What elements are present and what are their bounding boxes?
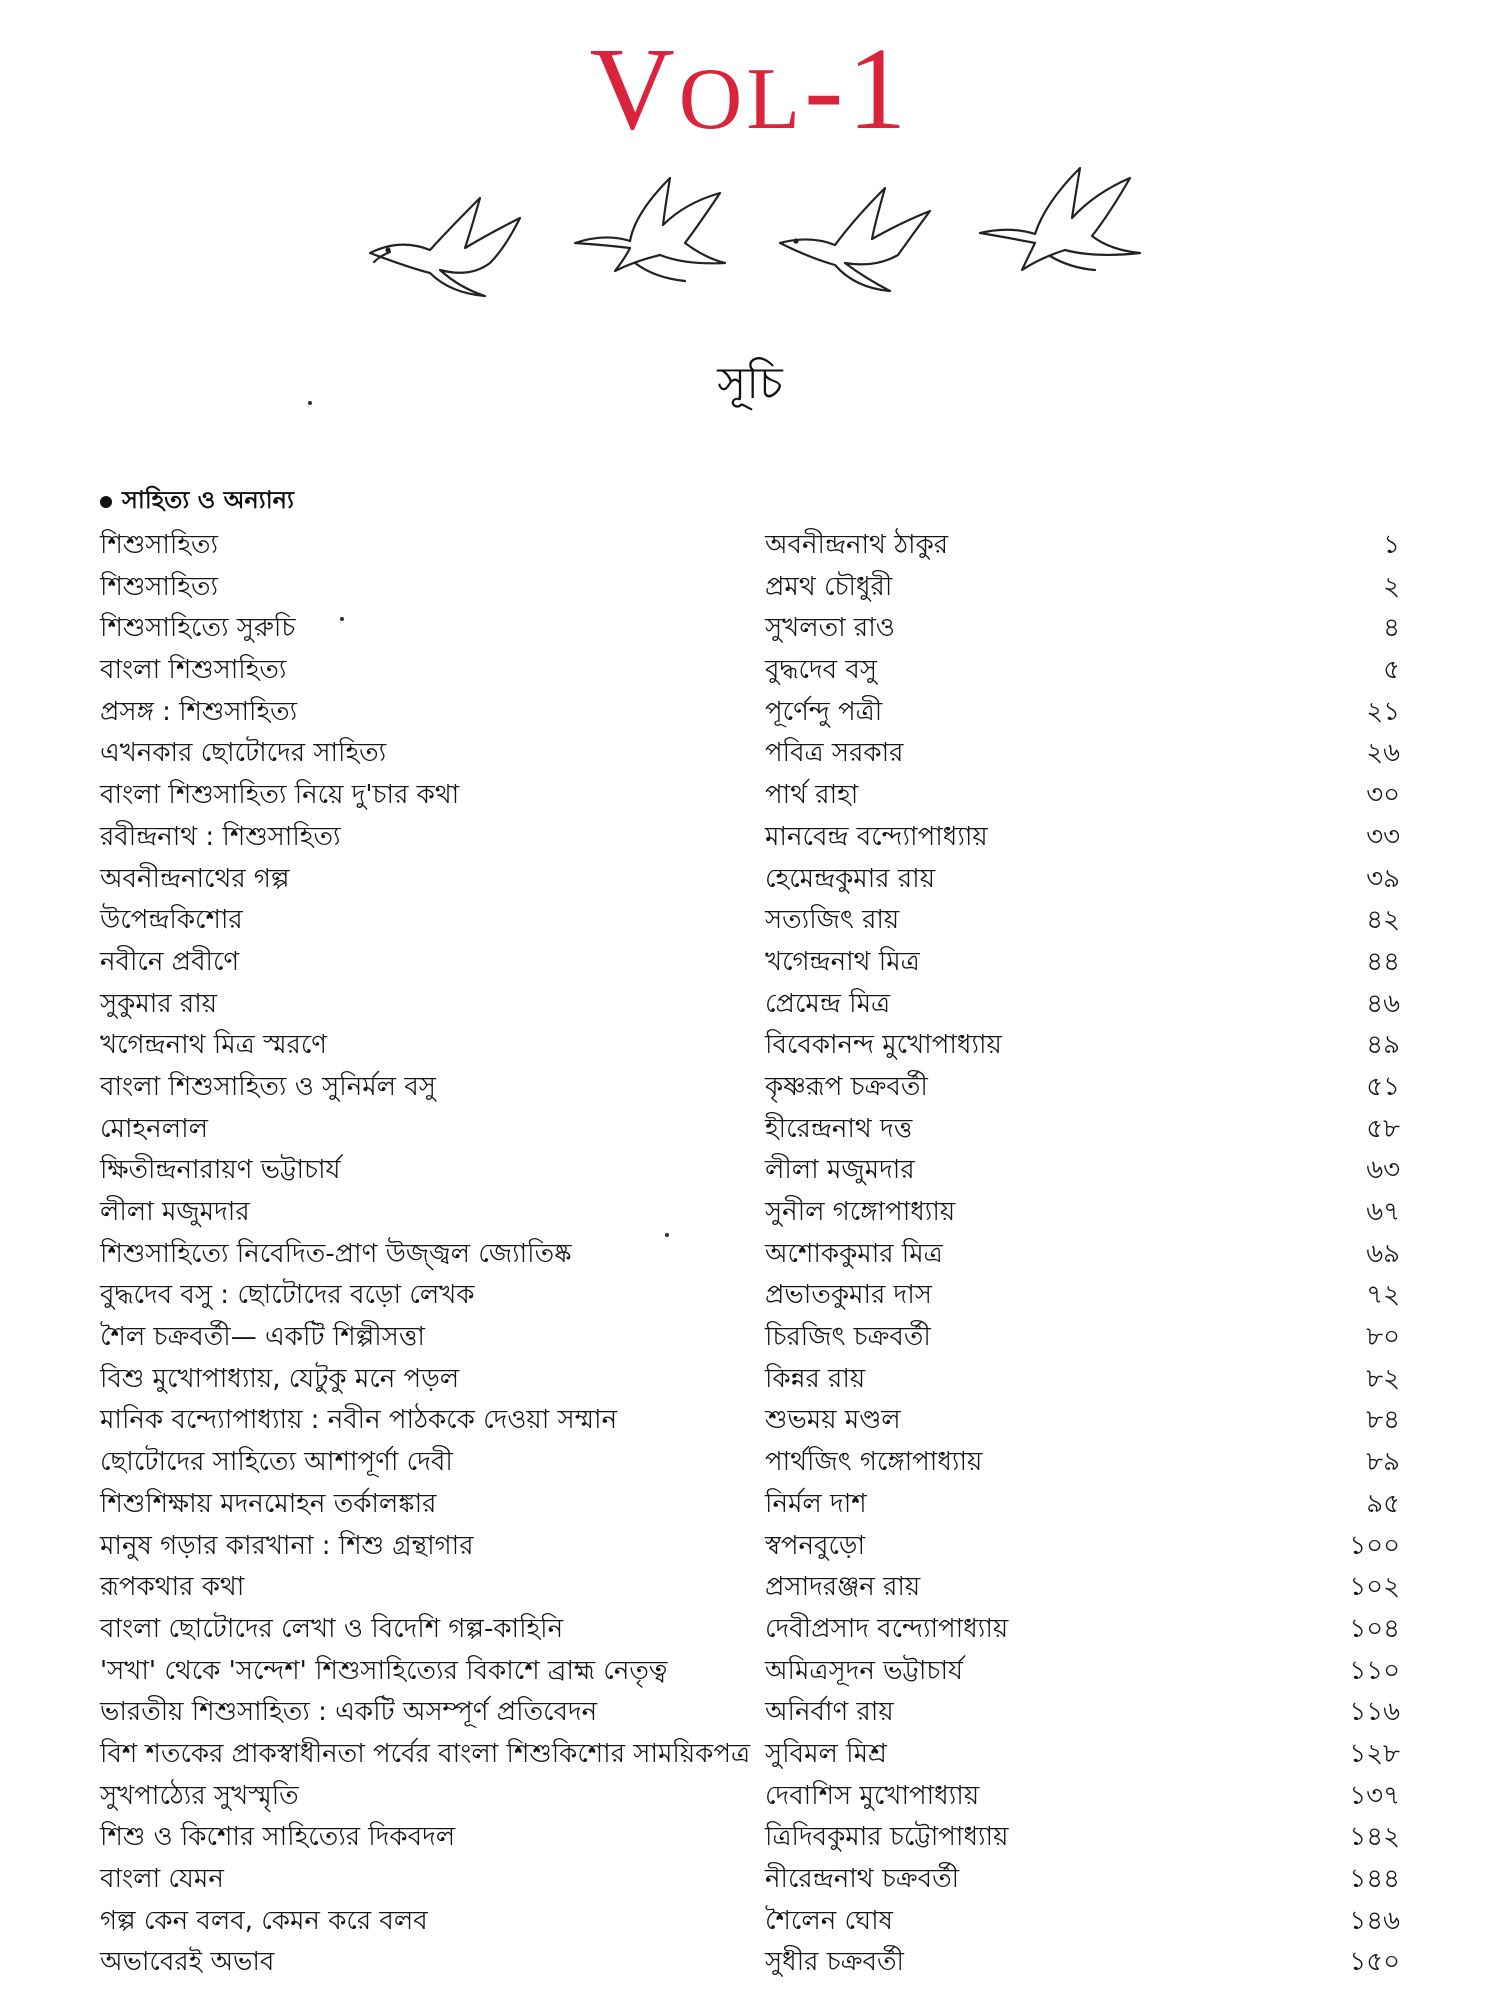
- toc-entry-title: রবীন্দ্রনাথ : শিশুসাহিত্য: [100, 821, 341, 852]
- toc-row: [100, 1609, 1400, 1651]
- toc-row: [100, 1025, 1400, 1067]
- toc-row: [100, 984, 1400, 1026]
- toc-row: [100, 1692, 1400, 1734]
- toc-entry-author: অনির্বাণ রায়: [765, 1697, 894, 1728]
- toc-entry-author: মানবেন্দ্র বন্দ্যোপাধ্যায়: [765, 821, 988, 852]
- toc-row: [100, 1567, 1400, 1609]
- toc-entry-author: সুখলতা রাও: [765, 613, 895, 644]
- toc-entry-title: সুকুমার রায়: [100, 988, 218, 1019]
- toc-entry-page: ৬৯: [1366, 1238, 1400, 1269]
- toc-entry-author: প্রসাদরঞ্জন রায়: [765, 1572, 921, 1603]
- toc-entry-author: কৃষ্ণরূপ চক্রবর্তী: [765, 1071, 928, 1102]
- bird-icon: [575, 178, 725, 281]
- toc-row: [100, 650, 1400, 692]
- toc-row: [100, 1484, 1400, 1526]
- toc-entry-title: বাংলা যেমন: [100, 1864, 224, 1894]
- toc-row: [100, 1442, 1400, 1484]
- toc-entry-title: সুখপাঠ্যের সুখস্মৃতি: [100, 1780, 299, 1811]
- toc-entry-page: ৮৪: [1366, 1405, 1400, 1436]
- toc-entry-title: মানিক বন্দ্যোপাধ্যায় : নবীন পাঠককে দেওয়া সম্মান: [100, 1405, 618, 1436]
- toc-entry-title: লীলা মজুমদার: [100, 1197, 250, 1227]
- volume-title-number: -1: [804, 23, 911, 154]
- toc-entry-author: পার্থজিৎ গঙ্গোপাধ্যায়: [765, 1447, 983, 1478]
- toc-entry-title: বাংলা শিশুসাহিত্য নিয়ে দু'চার কথা: [100, 780, 460, 811]
- toc-entry-page: ৮০: [1366, 1322, 1400, 1353]
- toc-entry-author: পূর্ণেন্দু পত্রী: [765, 696, 883, 727]
- toc-entry-title: ছোটোদের সাহিত্যে আশাপূর্ণা দেবী: [100, 1447, 453, 1478]
- toc-row: [100, 1234, 1400, 1276]
- toc-row: [100, 1776, 1400, 1818]
- toc-row: [100, 1526, 1400, 1568]
- toc-entry-author: দেবাশিস মুখোপাধ্যায়: [765, 1780, 980, 1811]
- toc-entry-page: ১১০: [1349, 1655, 1400, 1686]
- toc-entry-author: ত্রিদিবকুমার চট্টোপাধ্যায়: [765, 1822, 1009, 1853]
- toc-entry-author: বিবেকানন্দ মুখোপাধ্যায়: [765, 1030, 1002, 1061]
- toc-entry-page: ৪৯: [1366, 1030, 1400, 1061]
- toc-entry-author: কিন্নর রায়: [765, 1363, 866, 1394]
- toc-entry-author: পবিত্র সরকার: [765, 738, 904, 769]
- toc-entry-title: শিশু ও কিশোর সাহিত্যের দিকবদল: [100, 1822, 456, 1853]
- toc-entry-page: ১৩৭: [1349, 1780, 1400, 1811]
- bird-icon: [980, 168, 1140, 270]
- toc-entry-page: ১৪৪: [1349, 1864, 1400, 1894]
- toc-entry-title: অভাবেরই অভাব: [100, 1947, 275, 1978]
- volume-title-initial: V: [589, 23, 679, 154]
- toc-entry-title: বাংলা শিশুসাহিত্য: [100, 655, 287, 686]
- toc-entry-page: ৪৬: [1366, 988, 1400, 1019]
- toc-entry-title: শিশুসাহিত্য: [100, 571, 219, 602]
- toc-entry-author: অশোককুমার মিত্র: [765, 1238, 943, 1269]
- toc-row: [100, 1901, 1400, 1943]
- toc-entry-title: শিশুশিক্ষায় মদনমোহন তর্কালঙ্কার: [100, 1488, 437, 1519]
- toc-entry-title: বুদ্ধদেব বসু : ছোটোদের বড়ো লেখক: [100, 1280, 475, 1311]
- toc-entry-author: বুদ্ধদেব বসু: [765, 655, 878, 686]
- toc-entry-author: হেমেন্দ্রকুমার রায়: [765, 863, 936, 894]
- toc-entry-page: ৫: [1383, 655, 1400, 686]
- toc-row: [100, 1651, 1400, 1693]
- toc-entry-page: ১০২: [1349, 1572, 1400, 1603]
- toc-entry-author: লীলা মজুমদার: [765, 1155, 915, 1186]
- toc-row: [100, 733, 1400, 775]
- toc-entry-title: রূপকথার কথা: [100, 1572, 245, 1603]
- toc-entry-page: ৩৯: [1366, 863, 1400, 894]
- page-title: সূচি: [717, 358, 783, 409]
- toc-entry-page: ২১: [1366, 696, 1400, 727]
- toc-entry-author: পার্থ রাহা: [765, 780, 859, 811]
- toc-entry-page: ১০৪: [1349, 1613, 1400, 1644]
- toc-entry-title: খগেন্দ্রনাথ মিত্র স্মরণে: [100, 1030, 328, 1061]
- toc-entry-title: মোহনলাল: [100, 1113, 208, 1144]
- bullet-icon: [100, 496, 112, 508]
- toc-entry-author: নির্মল দাশ: [765, 1488, 867, 1519]
- toc-entry-author: শৈলেন ঘোষ: [765, 1905, 893, 1936]
- toc-row: [100, 1275, 1400, 1317]
- toc-entry-title: বিশু মুখোপাধ্যায়, যেটুকু মনে পড়ল: [100, 1363, 460, 1394]
- toc-entry-page: ৬৭: [1366, 1197, 1400, 1227]
- print-speck: [340, 617, 344, 621]
- toc-entry-author: সত্যজিৎ রায়: [765, 905, 900, 936]
- toc-entry-title: নবীনে প্রবীণে: [100, 946, 240, 977]
- toc-entry-page: ১৪৬: [1349, 1905, 1400, 1936]
- toc-entry-page: ১১৬: [1349, 1697, 1400, 1728]
- section-heading-label: সাহিত্য ও অন্যান্য: [122, 486, 294, 514]
- toc-entry-author: দেবীপ্রসাদ বন্দ্যোপাধ্যায়: [765, 1613, 1009, 1644]
- toc-row: [100, 1859, 1400, 1901]
- toc-entry-author: প্রভাতকুমার দাস: [765, 1280, 932, 1311]
- toc-entry-title: গল্প কেন বলব, কেমন করে বলব: [100, 1905, 428, 1936]
- toc-entry-page: ৫৮: [1366, 1113, 1400, 1144]
- toc-entry-title: এখনকার ছোটোদের সাহিত্য: [100, 738, 387, 769]
- toc-row: [100, 859, 1400, 901]
- toc-entry-title: উপেন্দ্রকিশোর: [100, 905, 243, 936]
- volume-title: [0, 23, 1500, 154]
- toc-entry-title: মানুষ গড়ার কারখানা : শিশু গ্রন্থাগার: [100, 1530, 474, 1561]
- toc-entry-title: বাংলা ছোটোদের লেখা ও বিদেশি গল্প-কাহিনি: [100, 1613, 564, 1644]
- toc-entry-page: ৭২: [1366, 1280, 1400, 1311]
- toc-row: [100, 1817, 1400, 1859]
- toc-entry-author: নীরেন্দ্রনাথ চক্রবর্তী: [765, 1864, 960, 1894]
- print-speck: [665, 1233, 669, 1237]
- toc-entry-author: অবনীন্দ্রনাথ ঠাকুর: [765, 530, 949, 560]
- toc-row: [100, 775, 1400, 817]
- toc-row: [100, 1734, 1400, 1776]
- toc-entry-title: 'সখা' থেকে 'সন্দেশ' শিশুসাহিত্যের বিকাশে ব্রাহ্ম নেতৃত্ব: [100, 1655, 668, 1686]
- toc-entry-page: ১২৮: [1349, 1738, 1400, 1769]
- toc-entry-author: প্রেমেন্দ্র মিত্র: [765, 988, 891, 1019]
- toc-row: [100, 525, 1400, 567]
- toc-entry-title: বাংলা শিশুসাহিত্য ও সুনির্মল বসু: [100, 1071, 436, 1102]
- toc-entry-author: খগেন্দ্রনাথ মিত্র: [765, 946, 920, 977]
- toc-entry-author: সুনীল গঙ্গোপাধ্যায়: [765, 1197, 956, 1227]
- toc-entry-page: ৮৯: [1366, 1447, 1400, 1478]
- birds-illustration: [360, 158, 1160, 318]
- toc-row: [100, 1192, 1400, 1234]
- toc-row: [100, 608, 1400, 650]
- bird-icon: [370, 198, 520, 296]
- toc-entry-author: প্রমথ চৌধুরী: [765, 571, 893, 602]
- toc-entry-title: শৈল চক্রবর্তী— একটি শিল্পীসত্তা: [100, 1322, 425, 1353]
- toc-entry-page: ৮২: [1366, 1363, 1400, 1394]
- toc-row: [100, 567, 1400, 609]
- toc-row: [100, 1400, 1400, 1442]
- print-speck: [308, 401, 312, 405]
- toc-entry-page: ৪৪: [1366, 946, 1400, 977]
- toc-row: [100, 1359, 1400, 1401]
- toc-entry-title: ক্ষিতীন্দ্রনারায়ণ ভট্টাচার্য: [100, 1155, 341, 1186]
- toc-entry-page: ৩০: [1366, 780, 1400, 811]
- toc-entry-author: শুভময় মণ্ডল: [765, 1405, 901, 1436]
- toc-entry-page: ১৫০: [1349, 1947, 1400, 1978]
- toc-entry-title: প্রসঙ্গ : শিশুসাহিত্য: [100, 696, 298, 727]
- toc-entry-page: ২৬: [1366, 738, 1400, 769]
- toc-entry-author: হীরেন্দ্রনাথ দত্ত: [765, 1113, 913, 1144]
- toc-row: [100, 1109, 1400, 1151]
- toc-entry-author: সুধীর চক্রবর্তী: [765, 1947, 904, 1978]
- section-heading: [100, 482, 294, 522]
- toc-row: [100, 817, 1400, 859]
- toc-entry-title: শিশুসাহিত্যে সুরুচি: [100, 613, 296, 644]
- toc-entry-page: ৩৩: [1366, 821, 1400, 852]
- toc-entry-title: শিশুসাহিত্য: [100, 530, 219, 560]
- toc-entry-title: বিশ শতকের প্রাকস্বাধীনতা পর্বের বাংলা শিশুকিশোর সাময়িকপত্র: [100, 1738, 751, 1769]
- toc-entry-page: ১০০: [1349, 1530, 1400, 1561]
- toc-entry-author: সুবিমল মিশ্র: [765, 1738, 887, 1769]
- toc-entry-title: ভারতীয় শিশুসাহিত্য : একটি অসম্পূর্ণ প্রতিবেদন: [100, 1697, 598, 1728]
- toc-entry-page: ৪: [1383, 613, 1400, 644]
- toc-entry-page: ১৪২: [1349, 1822, 1400, 1853]
- toc-row: [100, 942, 1400, 984]
- toc-entry-page: ৪২: [1366, 905, 1400, 936]
- toc-entry-author: অমিত্রসূদন ভট্টাচার্য: [765, 1655, 963, 1686]
- toc-entry-title: শিশুসাহিত্যে নিবেদিত-প্রাণ উজ্জ্বল জ্যোতিষ্ক: [100, 1238, 572, 1269]
- toc-entry-title: অবনীন্দ্রনাথের গল্প: [100, 863, 290, 894]
- toc-row: [100, 1317, 1400, 1359]
- toc-entry-page: ২: [1383, 571, 1400, 602]
- volume-title-small-caps: OL: [678, 51, 805, 148]
- toc-entry-author: স্বপনবুড়ো: [765, 1530, 866, 1561]
- toc-entry-author: চিরজিৎ চক্রবর্তী: [765, 1322, 931, 1353]
- toc-row: [100, 1150, 1400, 1192]
- toc-entry-page: ৫১: [1366, 1071, 1400, 1102]
- toc-row: [100, 900, 1400, 942]
- toc-row: [100, 1067, 1400, 1109]
- toc-entry-page: ৯৫: [1366, 1488, 1400, 1519]
- toc-entry-page: ১: [1383, 530, 1400, 560]
- toc-row: [100, 692, 1400, 734]
- table-of-contents: [100, 525, 1400, 1984]
- toc-entry-page: ৬৩: [1366, 1155, 1400, 1186]
- toc-row: [100, 1942, 1400, 1984]
- bird-icon: [780, 188, 930, 291]
